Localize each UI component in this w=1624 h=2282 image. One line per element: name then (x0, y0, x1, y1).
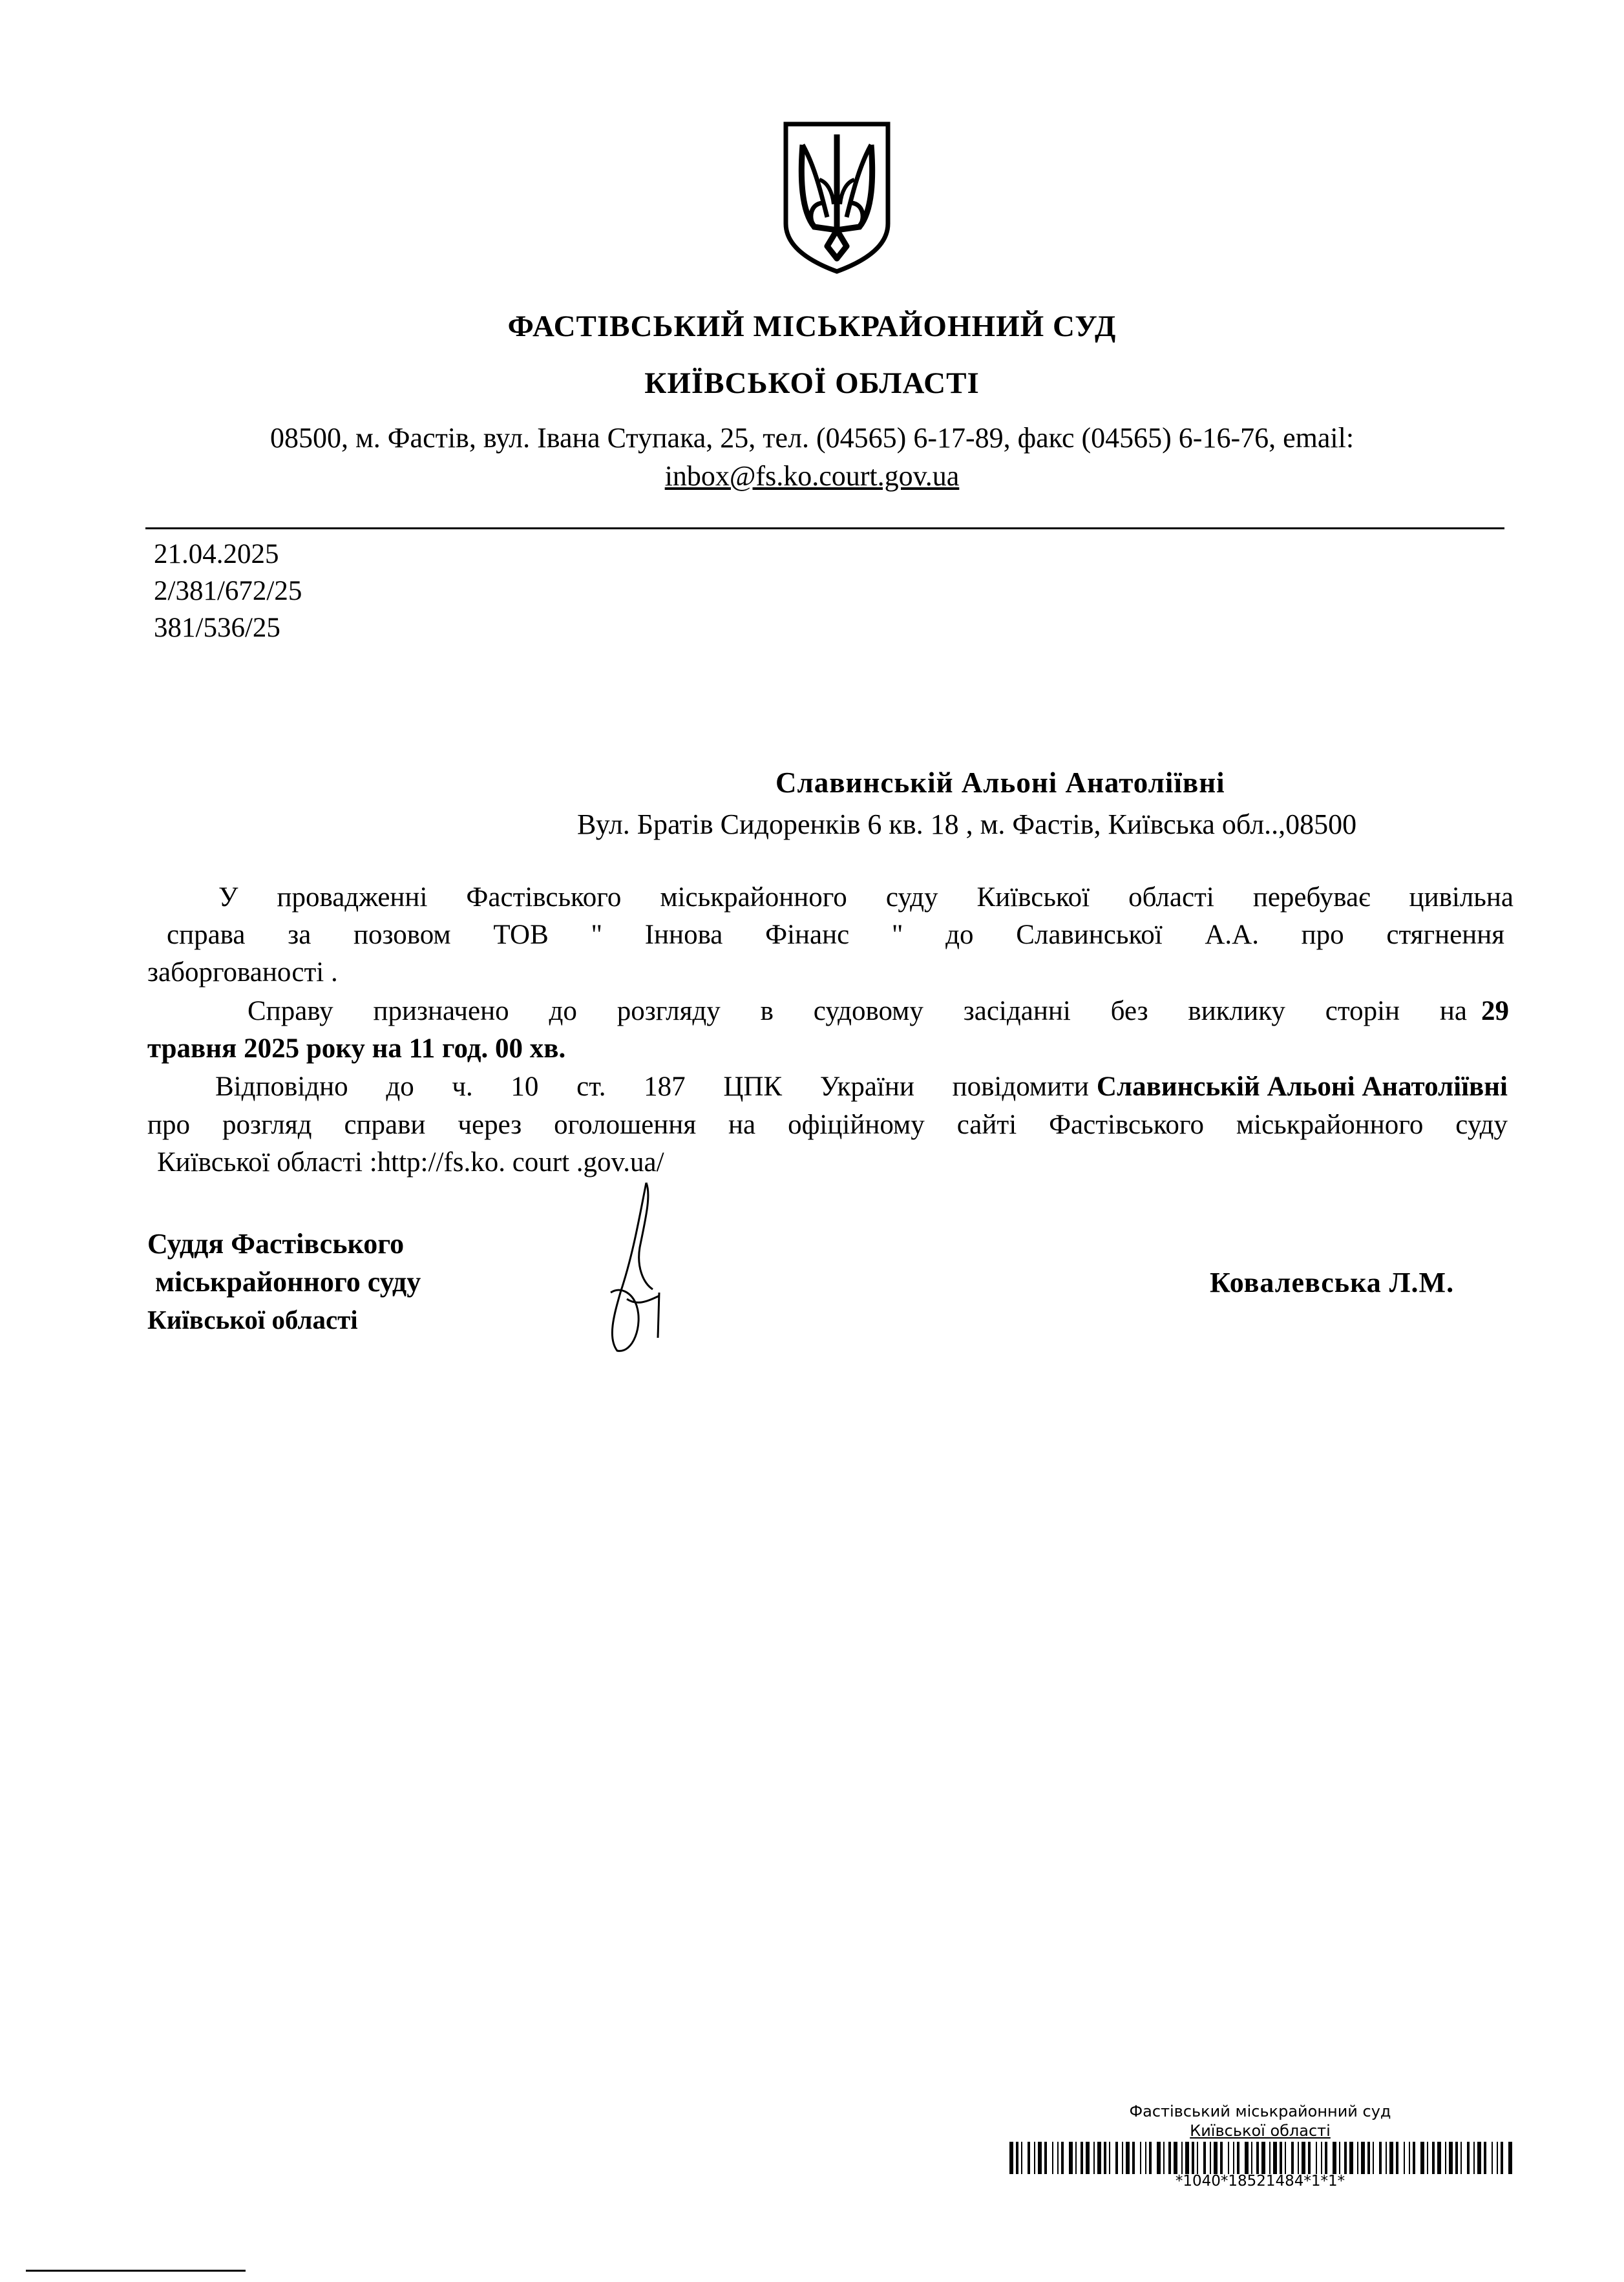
body-paragraph-1-line-3: заборгованості . (147, 957, 338, 988)
court-name-line1: ФАСТІВСЬКИЙ МІСЬКРАЙОННИЙ СУД (507, 310, 1117, 343)
hearing-datetime: травня 2025 року на 11 год. 00 хв. (147, 1033, 566, 1064)
barcode-stamp (1008, 2102, 1512, 2191)
recipient-name: Славинській Альоні Анатоліївні (775, 766, 1225, 799)
body-paragraph-3-line-3: Київської області :http://fs.ko. court .gov.ua/ (157, 1147, 664, 1178)
hearing-day: 29 (1481, 996, 1509, 1026)
header-divider (145, 527, 1504, 529)
barcode (1008, 2140, 1512, 2175)
court-name-line2: КИЇВСЬКОЇ ОБЛАСТІ (644, 366, 980, 400)
stamp-court-name: Фастівський міськрайонний суд (1129, 2102, 1391, 2120)
judge-name: Ковалевська Л.М. (1210, 1267, 1455, 1298)
trident-coat-of-arms-icon (782, 120, 892, 275)
barcode-code: *1040*18521484*1*1* (1175, 2173, 1345, 2190)
judge-title-line3: Київської області (147, 1305, 358, 1335)
recipient-address: Вул. Братів Сидоренків 6 кв. 18 , м. Фастів, Київська обл..,08500 (577, 808, 1357, 840)
reference-number: 2/381/672/25 (154, 576, 302, 606)
bottom-mark-line (26, 2270, 246, 2272)
document-date: 21.04.2025 (154, 539, 279, 569)
body-paragraph-1-line-1: У провадженні Фастівського міськрайонного суду Київської області перебуває цивільна (218, 882, 1513, 913)
handwritten-signature (582, 1176, 685, 1364)
body-paragraph-1-line-2: справа за позовом ТОВ " Іннова Фінанс " до Славинської А.А. про стягнення (167, 920, 1504, 950)
court-address: 08500, м. Фастів, вул. Івана Ступака, 25, тел. (04565) 6-17-89, факс (04565) 6-16-76, email: (269, 422, 1355, 454)
body-paragraph-2-line-1 (248, 993, 1509, 1030)
judge-title-line1: Суддя Фастівського (147, 1228, 405, 1260)
stamp-region: Київської області (1190, 2122, 1331, 2140)
body-paragraph-3-line-2: про розгляд справи через оголошення на офіційному сайті Фастівського міськрайонного суду (147, 1110, 1508, 1140)
court-email-link[interactable]: inbox@fs.ko.court.gov.ua (664, 460, 960, 492)
judge-title-line2: міськрайонного суду (155, 1266, 421, 1298)
notice-text: Відповідно до ч. 10 ст. 187 ЦПК України повідомити (215, 1072, 1089, 1102)
body-paragraph-3-line-1 (215, 1068, 1508, 1105)
case-number: 381/536/25 (154, 613, 280, 643)
notice-recipient-name: Славинській Альоні Анатоліївні (1096, 1072, 1508, 1102)
hearing-text: Справу призначено до розгляду в судовому засіданні без виклику сторін на (248, 996, 1467, 1026)
